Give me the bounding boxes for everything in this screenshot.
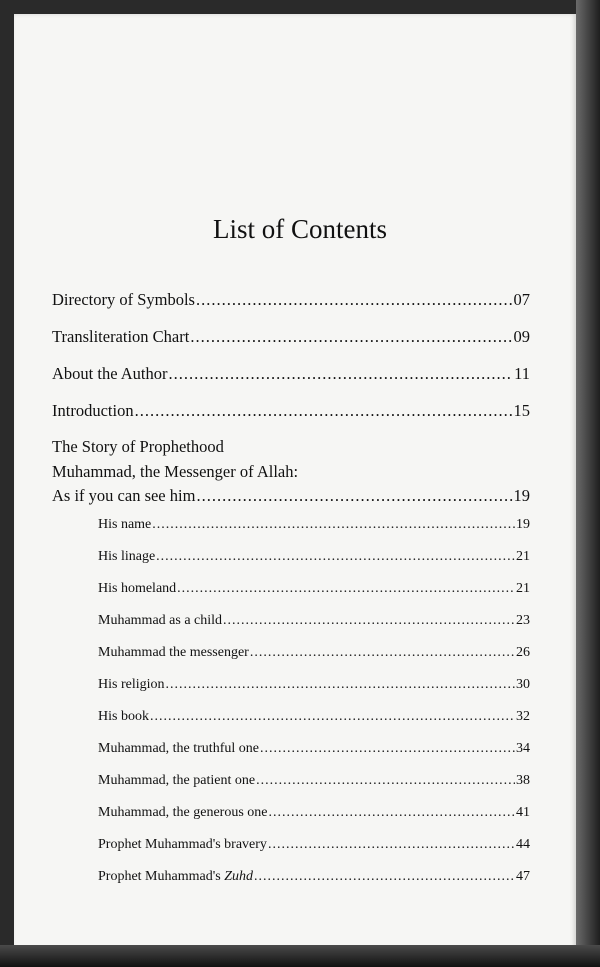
toc-entry-label: His name xyxy=(98,517,152,532)
book-spine xyxy=(576,0,600,967)
label-italic-term: Zuhd xyxy=(224,869,253,884)
label-prefix: Prophet Muhammad's xyxy=(98,869,225,884)
toc-entry-page: 23 xyxy=(516,613,530,628)
dot-leader xyxy=(150,709,515,725)
toc-entry-page: 19 xyxy=(513,486,530,505)
toc-entry-page: 11 xyxy=(514,364,530,383)
toc-entry-introduction xyxy=(52,401,530,421)
toc-subentry xyxy=(52,549,530,565)
dot-leader xyxy=(169,364,514,384)
toc-entry-page: 32 xyxy=(516,709,530,724)
toc-entry-label: His religion xyxy=(98,677,165,692)
toc-entry-page: 41 xyxy=(516,805,530,820)
toc-subentry xyxy=(52,613,530,629)
toc-subentry xyxy=(52,517,530,533)
toc-entry-label: His linage xyxy=(98,549,156,564)
toc-subentry xyxy=(52,645,530,661)
toc-entry-label: Muhammad, the patient one xyxy=(98,773,256,788)
toc-entry-label: Muhammad the messenger xyxy=(98,645,249,660)
toc-subentry xyxy=(52,837,530,853)
toc-subentry xyxy=(52,709,530,725)
toc-entry-label: About the Author xyxy=(52,364,168,383)
toc-entry-page: 15 xyxy=(513,401,530,420)
toc-entry-directory-of-symbols xyxy=(52,290,530,310)
toc-subentry xyxy=(52,677,530,693)
section-heading-line1: The Story of Prophethood xyxy=(52,437,224,456)
toc-entry-label: Prophet Muhammad's bravery xyxy=(98,837,267,852)
toc-entry-label: Transliteration Chart xyxy=(52,327,190,346)
toc-subentry xyxy=(52,773,530,789)
toc-entry-label: Muhammad, the truthful one xyxy=(98,741,259,756)
dot-leader xyxy=(223,613,515,629)
toc-entry-as-if-you-can-see-him xyxy=(52,486,530,506)
toc-entry-page: 38 xyxy=(516,773,530,788)
toc-entry-page: 21 xyxy=(516,581,530,596)
toc-subentry xyxy=(52,581,530,597)
dot-leader xyxy=(269,805,515,821)
toc-entry-about-the-author xyxy=(52,364,530,384)
toc-subentry xyxy=(52,869,530,885)
toc-entry-label xyxy=(98,869,253,885)
dot-leader xyxy=(256,773,515,789)
toc-subentry xyxy=(52,805,530,821)
dot-leader xyxy=(250,645,515,661)
toc-entry-label: As if you can see him xyxy=(52,486,196,505)
dot-leader xyxy=(152,517,515,533)
page-title: List of Contents xyxy=(213,214,387,244)
dot-leader xyxy=(166,677,516,693)
toc-entry-page: 19 xyxy=(516,517,530,532)
dot-leader xyxy=(254,869,515,885)
toc-entry-page: 26 xyxy=(516,645,530,660)
dot-leader xyxy=(196,486,512,506)
toc-entry-transliteration-chart xyxy=(52,327,530,347)
page-bottom-edge xyxy=(0,945,600,967)
section-heading-line2: Muhammad, the Messenger of Allah: xyxy=(52,462,299,481)
dot-leader xyxy=(135,401,513,421)
dot-leader xyxy=(196,290,513,310)
toc-entry-label: Directory of Symbols xyxy=(52,290,195,309)
dot-leader xyxy=(190,327,512,347)
toc-entry-page: 07 xyxy=(513,290,530,309)
dot-leader xyxy=(156,549,515,565)
toc-entry-page: 21 xyxy=(516,549,530,564)
toc-entry-label: His book xyxy=(98,709,149,724)
toc-entry-label: Muhammad as a child xyxy=(98,613,223,628)
toc-entry-page: 34 xyxy=(516,741,530,756)
toc-entry-page: 44 xyxy=(516,837,530,852)
toc-entry-page: 09 xyxy=(513,327,530,346)
toc-entry-label: Muhammad, the generous one xyxy=(98,805,268,820)
toc-entry-page: 47 xyxy=(516,869,530,884)
dot-leader xyxy=(268,837,515,853)
toc-entry-label: His homeland xyxy=(98,581,177,596)
dot-leader xyxy=(260,741,515,757)
toc-entry-label: Introduction xyxy=(52,401,134,420)
toc-subentry xyxy=(52,741,530,757)
dot-leader xyxy=(177,581,515,597)
toc-entry-page: 30 xyxy=(516,677,530,692)
